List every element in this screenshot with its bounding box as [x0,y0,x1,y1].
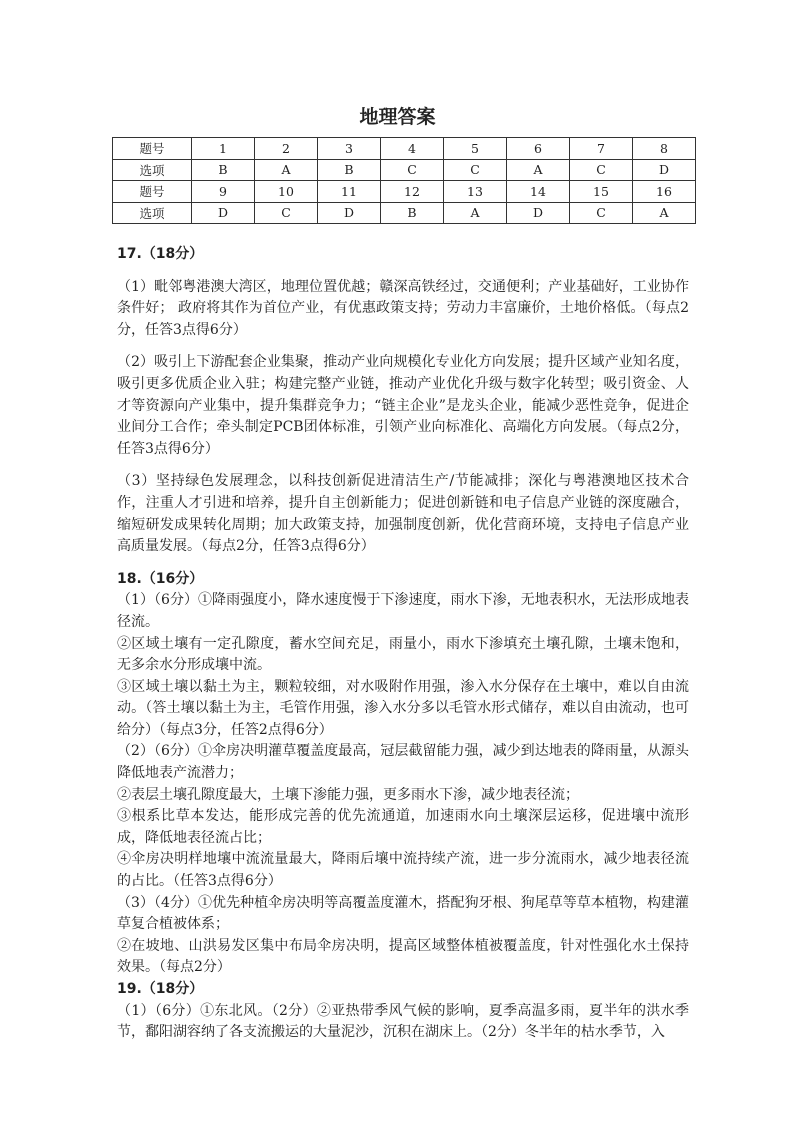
table-cell: D [318,202,381,224]
table-cell: 11 [318,181,381,203]
q18-answer-line: （3）（4分）①优先种植伞房决明等高覆盖度灌木，搭配狗牙根、狗尾草等草本植物，构建灌草复合植被体系； [117,894,689,933]
table-cell: 6 [507,138,570,160]
q17-part2: （2）吸引上下游配套企业集聚，推动产业向规模化专业化方向发展；提升区域产业知名度，吸引更多优质企业入驻；构建完整产业链，推动产业优化升级与数字化转型；吸引资金、人才等资源向产业集中，提升集群竞争力；“链主企业”是龙头企业，能减少恶性竞争，促进企业间分工合作；牵头制定PCB团体标准，引领产业向标准化、高端化方向发展。（每点2分，任答3点得6分） [117,354,689,457]
page-title: 地理答案 [359,106,436,128]
table-cell: C [570,159,633,181]
table-cell: 2 [255,138,318,160]
table-row [113,138,696,160]
table-cell: 1 [192,138,255,160]
table-cell: C [444,159,507,181]
table-cell: 3 [318,138,381,160]
table-cell: 题号 [113,138,192,160]
table-cell: D [192,202,255,224]
table-cell: C [255,202,318,224]
table-cell: 7 [570,138,633,160]
q17-part3: （3）坚持绿色发展理念，以科技创新促进清洁生产/节能减排；深化与粤港澳地区技术合作，注重人才引进和培养，提升自主创新能力；促进创新链和电子信息产业链的深度融合，缩短研发成果转化周期；加大政策支持，加强制度创新，优化营商环境，支持电子信息产业高质量发展。（每点2分，任答3点得6分） [117,473,689,555]
table-cell: A [444,202,507,224]
table-cell: 15 [570,181,633,203]
q18-answer-line: ③根系比草本发达，能形成完善的优先流通道，加速雨水向土壤深层运移，促进壤中流形成，降低地表径流占比； [117,808,689,846]
table-row [113,202,696,224]
table-cell: 题号 [113,181,192,203]
q18-heading: 18.（16分） [117,570,204,587]
table-cell: B [192,159,255,181]
table-cell: 选项 [113,202,192,224]
q18-answer-line: ②表层土壤孔隙度最大，土壤下渗能力强，更多雨水下渗，减少地表径流； [117,786,579,803]
answer-body [117,244,689,1044]
q18-answer-line: ④伞房决明样地壤中流流量最大，降雨后壤中流持续产流，进一步分流雨水，减少地表径流的占比。（任答3点得6分） [117,851,689,890]
table-cell: B [318,159,381,181]
table-cell: 选项 [113,159,192,181]
table-cell: 16 [633,181,696,203]
table-cell: 14 [507,181,570,203]
table-cell: 12 [381,181,444,203]
table-cell: B [381,202,444,224]
q19-part1: （1）（6分）①东北风。（2分）②亚热带季风气候的影响，夏季高温多雨，夏半年的洪水季节，鄱阳湖容纳了各支流搬运的大量泥沙，沉积在湖床上。（2分）冬半年的枯水季节，入 [117,1002,689,1041]
q17-part1: （1）毗邻粤港澳大湾区，地理位置优越；赣深高铁经过，交通便利；产业基础好，工业协作条件好； 政府将其作为首位产业，有优惠政策支持；劳动力丰富廉价，土地价格低。（每点2分，任答3点得6分） [117,278,689,338]
table-cell: C [570,202,633,224]
q18-answers [117,590,689,979]
table-cell: D [507,202,570,224]
table-cell: A [255,159,318,181]
table-cell: D [633,159,696,181]
q17-heading: 17.（18分） [117,246,204,262]
table-cell: 13 [444,181,507,203]
q18-answer-line: ②在坡地、山洪易发区集中布局伞房决明，提高区域整体植被覆盖度，针对性强化水土保持效果。（每点2分） [117,937,689,976]
q18-answer-line: ②区域土壤有一定孔隙度，蓄水空间充足，雨量小，雨水下渗填充土壤孔隙，土壤未饱和，无多余水分形成壤中流。 [117,635,689,674]
answer-table [112,137,696,224]
q18-answer-line: （2）（6分）①伞房决明灌草覆盖度最高，冠层截留能力强，减少到达地表的降雨量，从源头降低地表产流潜力； [117,743,689,782]
table-cell: A [507,159,570,181]
q18-answer-line: （1）（6分）①降雨强度小，降水速度慢于下渗速度，雨水下渗，无地表积水，无法形成地表径流。 [117,592,689,630]
table-cell: 9 [192,181,255,203]
q19-heading: 19.（18分） [117,981,204,997]
table-cell: A [633,202,696,224]
table-cell: C [381,159,444,181]
table-row [113,181,696,203]
table-cell: 8 [633,138,696,160]
table-row [113,159,696,181]
table-cell: 4 [381,138,444,160]
table-cell: 10 [255,181,318,203]
q18-answer-line: ③区域土壤以黏土为主，颗粒较细，对水吸附作用强，渗入水分保存在土壤中，难以自由流动。（答土壤以黏土为主，毛管作用强，渗入水分多以毛管水形式储存，难以自由流动，也可给分）（每点3分，任答2点得6分） [117,678,689,738]
table-cell: 5 [444,138,507,160]
